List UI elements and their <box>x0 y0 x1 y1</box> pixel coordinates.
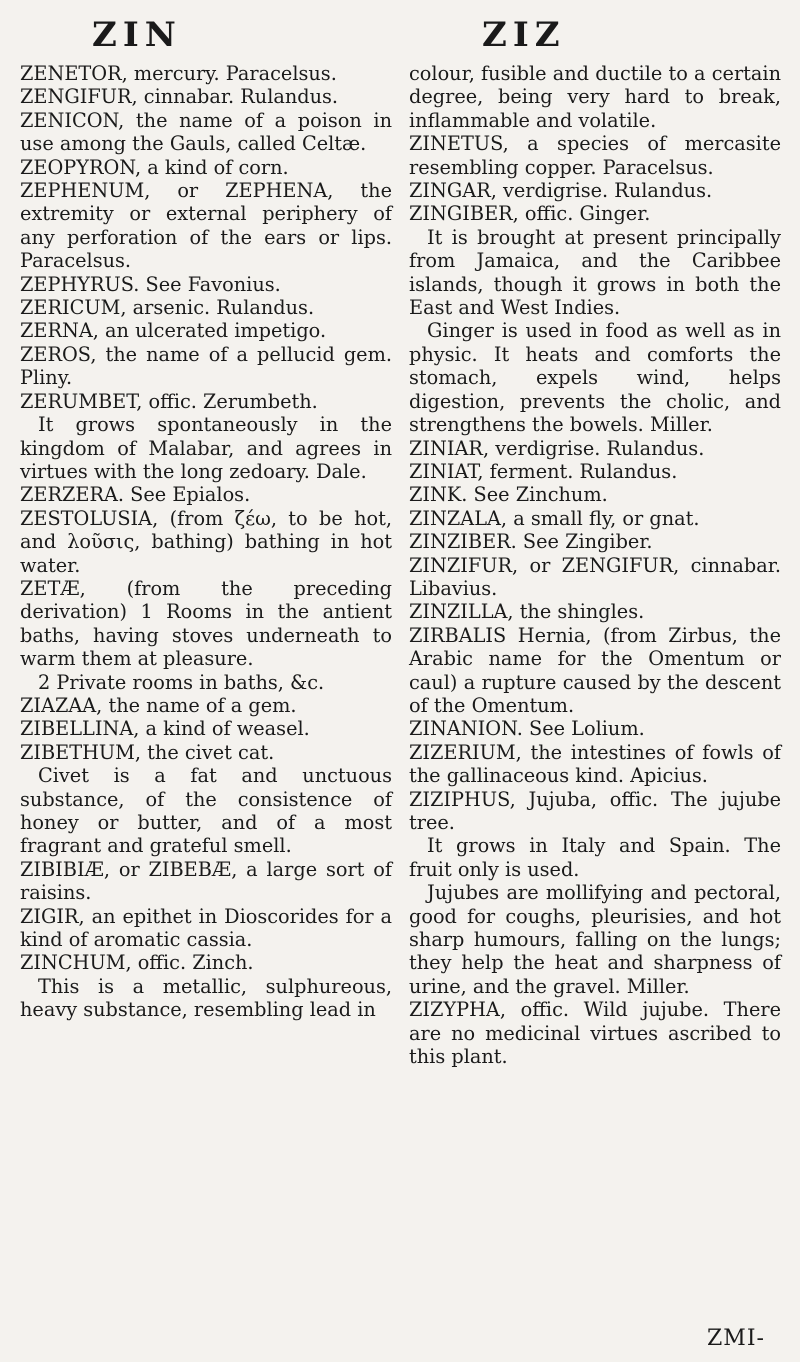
dictionary-entry: ZENGIFUR, cinnabar. Rulandus. <box>20 85 339 109</box>
dictionary-entry: ZIBELLINA, a kind of weasel. <box>20 717 310 741</box>
dictionary-entry: ZEOPYRON, a kind of corn. <box>20 155 289 179</box>
entry-paragraph: Ginger is used in food as well as in physic. It heats and comforts the stomach, expels wind, helps digestion, prevents the cholic, and strengthens the bowels. Miller. <box>409 319 781 437</box>
dictionary-entry: ZERZERA. See Epialos. <box>20 483 251 507</box>
dictionary-entry: ZINANION. See Lolium. <box>409 717 645 741</box>
dictionary-entry: ZINIAR, verdigrise. Rulandus. <box>409 436 705 460</box>
dictionary-entry: ZIAZAA, the name of a gem. <box>20 693 297 717</box>
dictionary-entry: ZIZIPHUS, Jujuba, offic. The jujube tree. <box>409 787 781 834</box>
dictionary-entry: ZERNA, an ulcerated impetigo. <box>20 319 327 343</box>
dictionary-entry: ZINGAR, verdigrise. Rulandus. <box>409 179 713 203</box>
dictionary-entry: ZESTOLUSIA, (from ζέω, to be hot, and λοῦσις, bathing) bathing in hot water. <box>20 506 392 577</box>
dictionary-entry: ZIZERIUM, the intestines of fowls of the gallinaceous kind. Apicius. <box>409 740 781 788</box>
dictionary-entry: ZIBETHUM, the civet cat. <box>20 740 275 764</box>
dictionary-entry: ZINZILLA, the shingles. <box>409 600 645 624</box>
dictionary-entry: ZERUMBET, offic. Zerumbeth. <box>20 389 318 413</box>
entry-continuation: colour, fusible and ductile to a certain degree, being very hard to break, inflammable and volatile. <box>409 62 781 132</box>
dictionary-entry: ZERICUM, arsenic. Rulandus. <box>20 296 315 320</box>
catchword: ZMI- <box>707 1326 765 1351</box>
running-header-left: ZIN <box>92 15 182 55</box>
dictionary-entry: ZINIAT, ferment. Rulandus. <box>409 459 678 483</box>
dictionary-entry: ZENICON, the name of a poison in use among the Gauls, called Celtæ. <box>20 108 392 156</box>
entry-paragraph: It grows in Italy and Spain. The fruit only is used. <box>409 834 781 881</box>
entry-paragraph: Civet is a fat and unctuous substance, of the consistence of honey or butter, and of a most fragrant and grateful smell. <box>20 764 392 858</box>
dictionary-entry: ZIZYPHA, offic. Wild jujube. There are no medicinal virtues ascribed to this plant. <box>409 998 781 1069</box>
entry-paragraph: It is brought at present principally from Jamaica, and the Caribbee islands, though it grows in both the East and West Indies. <box>409 225 781 320</box>
dictionary-entry: ZIBIBIÆ, or ZIBEBÆ, a large sort of raisins. <box>20 857 392 905</box>
dictionary-entry: ZETÆ, (from the preceding derivation) 1 Rooms in the antient baths, having stoves underneath to warm them at pleasure. <box>20 576 392 671</box>
dictionary-entry: ZIGIR, an epithet in Dioscorides for a kind of aromatic cassia. <box>20 904 392 952</box>
dictionary-entry: ZINGIBER, offic. Ginger. <box>409 202 651 226</box>
entry-paragraph: Jujubes are mollifying and pectoral, good for coughs, pleurisies, and hot sharp humours, falling on the lungs; they help the heat and sharpness of urine, and the gravel. Miller. <box>409 881 781 998</box>
entry-paragraph: 2 Private rooms in baths, &c. <box>38 670 325 694</box>
dictionary-entry: ZINZALA, a small fly, or gnat. <box>409 506 700 530</box>
left-column <box>20 62 392 1022</box>
right-column <box>409 62 781 1068</box>
dictionary-entry: ZINCHUM, offic. Zinch. <box>20 951 254 975</box>
dictionary-entry: ZINETUS, a species of mercasite resembling copper. Paracelsus. <box>409 132 781 179</box>
dictionary-entry: ZIRBALIS Hernia, (from Zirbus, the Arabic name for the Omentum or caul) a rupture caused by the descent of the Omentum. <box>409 623 781 717</box>
dictionary-entry: ZEROS, the name of a pellucid gem. Pliny. <box>20 342 392 390</box>
dictionary-entry: ZEPHENUM, or ZEPHENA, the extremity or external periphery of any perforation of the ears or lips. Paracelsus. <box>20 179 392 273</box>
dictionary-entry: ZENETOR, mercury. Paracelsus. <box>20 62 337 85</box>
entry-paragraph: This is a metallic, sulphureous, heavy substance, resembling lead in <box>20 974 392 1022</box>
running-header-right: ZIZ <box>482 15 566 55</box>
dictionary-entry: ZINZIBER. See Zingiber. <box>409 530 653 554</box>
dictionary-entry: ZINK. See Zinchum. <box>409 483 608 507</box>
dictionary-entry: ZINZIFUR, or ZENGIFUR, cinnabar. Libavius. <box>409 553 781 600</box>
entry-paragraph: It grows spontaneously in the kingdom of Malabar, and agrees in virtues with the long zedoary. Dale. <box>20 413 392 483</box>
dictionary-entry: ZEPHYRUS. See Favonius. <box>20 272 281 296</box>
